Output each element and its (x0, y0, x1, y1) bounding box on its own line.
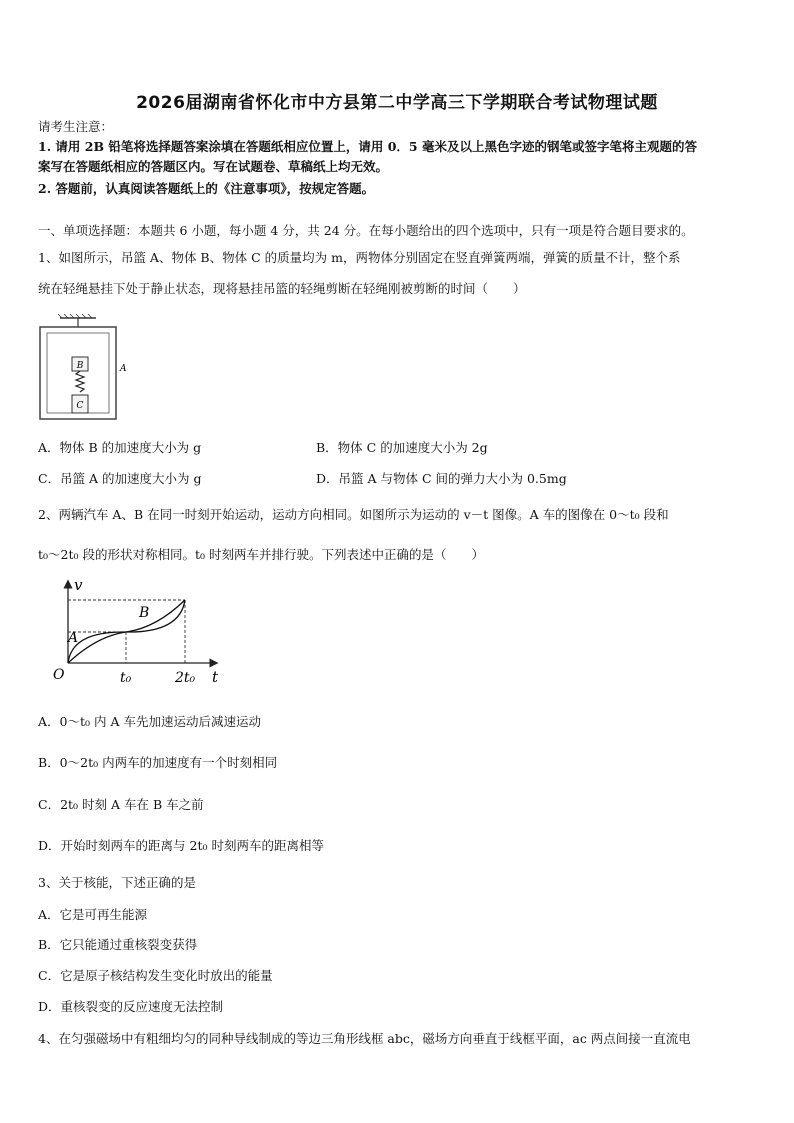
q2-option-b: B．0～2t₀ 内两车的加速度有一个时刻相同 (38, 755, 278, 770)
q3-option-a: A．它是可再生能源 (38, 907, 148, 922)
q2-graph-label-t: t (212, 668, 219, 686)
section-heading: 一、单项选择题：本题共 6 小题，每小题 4 分，共 24 分。在每小题给出的四个选项中，只有一项是符合题目要求的。 (38, 223, 694, 238)
q3-option-b: B．它只能通过重核裂变获得 (38, 937, 198, 952)
q2-graph-label-b: B (139, 605, 150, 621)
q2-option-c: C．2t₀ 时刻 A 车在 B 车之前 (38, 797, 204, 812)
notice-item-2: 2. 答题前，认真阅读答题纸上的《注意事项》，按规定答题。 (38, 181, 375, 196)
notice-item-1-line-1: 1. 请用 2B 铅笔将选择题答案涂填在答题纸相应位置上，请用 0．5 毫米及以上黑色字迹的钢笔或签字笔将主观题的答 (38, 139, 697, 154)
notice-heading: 请考生注意： (38, 119, 114, 134)
notice-item-1-line-2: 案写在答题纸相应的答题区内。写在试题卷、草稿纸上均无效。 (38, 159, 389, 174)
q1-stem-line-2: 统在轻绳悬挂下处于静止状态，现将悬挂吊篮的轻绳剪断在轻绳刚被剪断的时间（ ） (38, 281, 526, 296)
q3-stem: 3、关于核能，下述正确的是 (38, 875, 196, 890)
q3-option-d: D．重核裂变的反应速度无法控制 (38, 999, 224, 1014)
q1-figure-label-c: C (76, 401, 84, 411)
q1-stem-line-1: 1、如图所示，吊篮 A、物体 B、物体 C 的质量均为 m，两物体分别固定在竖直弹簧两端，弹簧的质量不计，整个系 (38, 250, 681, 265)
q1-figure-label-b: B (76, 361, 84, 371)
q2-option-d: D．开始时刻两车的距离与 2t₀ 时刻两车的距离相等 (38, 838, 324, 853)
q2-graph-label-v: v (74, 576, 83, 594)
q2-stem-line-1: 2、两辆汽车 A、B 在同一时刻开始运动，运动方向相同。如图所示为运动的 v－t 图像。A 车的图像在 0～t₀ 段和 (38, 507, 669, 522)
q1-option-b: B．物体 C 的加速度大小为 2g (316, 440, 488, 455)
exam-title: 2026届湖南省怀化市中方县第二中学高三下学期联合考试物理试题 (136, 93, 658, 113)
q1-option-c: C．吊篮 A 的加速度大小为 g (38, 471, 202, 486)
q2-graph-label-a: A (68, 630, 79, 646)
q2-graph-label-origin: O (53, 667, 65, 683)
q1-figure-label-a: A (120, 364, 127, 374)
q2-option-a: A．0～t₀ 内 A 车先加速运动后减速运动 (38, 714, 261, 729)
q4-stem-line-1: 4、在匀强磁场中有粗细均匀的同种导线制成的等边三角形线框 abc，磁场方向垂直于线框平面，ac 两点间接一直流电 (38, 1031, 691, 1046)
q1-option-d: D．吊篮 A 与物体 C 间的弹力大小为 0.5mg (316, 471, 567, 486)
q2-graph-label-2t0: 2t₀ (175, 670, 196, 686)
q2-stem-line-2: t₀～2t₀ 段的形状对称相同。t₀ 时刻两车并排行驶。下列表述中正确的是（ ） (38, 547, 485, 562)
q2-graph-label-t0: t₀ (120, 670, 132, 686)
q2-vt-graph (44, 574, 229, 692)
q2-graph-curve-b (68, 600, 185, 663)
q1-option-a: A．物体 B 的加速度大小为 g (38, 440, 202, 455)
q1-figure-hanging-basket (38, 314, 138, 424)
q3-option-c: C．它是原子核结构发生变化时放出的能量 (38, 968, 273, 983)
